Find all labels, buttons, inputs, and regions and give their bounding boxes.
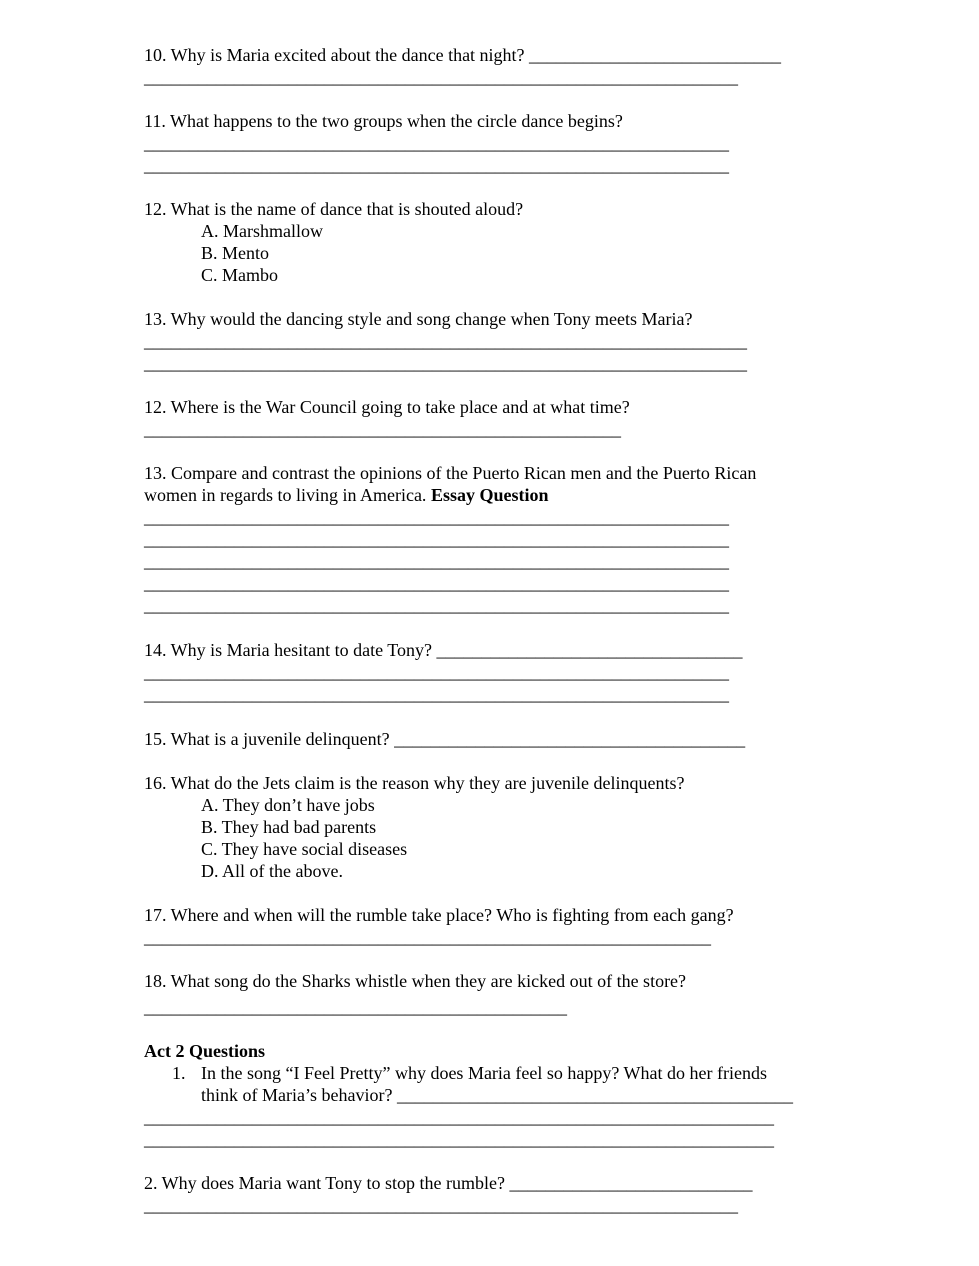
question-11: 11. What happens to the two groups when the circle dance begins? (144, 111, 623, 131)
act-2-heading: Act 2 Questions (144, 1041, 265, 1061)
act2-question-1-line2: think of Maria’s behavior? ____________________________________________ (201, 1085, 793, 1105)
list-number: 1. (172, 1063, 186, 1083)
question-14: 14. Why is Maria hesitant to date Tony? __________________________________ (144, 640, 743, 660)
answer-line: _________________________________________________________________ (144, 507, 729, 527)
answer-line: _______________________________________________________________ (144, 927, 711, 947)
question-text: women in regards to living in America. (144, 485, 431, 505)
answer-line: _________________________________________________________________ (144, 155, 729, 175)
answer-line: _________________________________________________________________ (144, 551, 729, 571)
option-c: C. They have social diseases (201, 839, 408, 859)
answer-line: __________________________________________________________________ (144, 1195, 738, 1215)
answer-line: _________________________________________________________________ (144, 573, 729, 593)
answer-line: _____________________________________________________ (144, 419, 621, 439)
answer-line: _________________________________________________________________ (144, 595, 729, 615)
question-16: 16. What do the Jets claim is the reason why they are juvenile delinquents? (144, 773, 685, 793)
question-18: 18. What song do the Sharks whistle when they are kicked out of the store? (144, 971, 687, 991)
answer-line: _________________________________________________________________ (144, 133, 729, 153)
question-13-compare: 13. Compare and contrast the opinions of the Puerto Rican men and the Puerto Rican (144, 463, 757, 483)
option-c: C. Mambo (201, 265, 279, 285)
answer-line: _________________________________________________________________ (144, 684, 729, 704)
answer-line: _______________________________________________ (144, 997, 567, 1017)
question-13-compare-line2 (144, 484, 548, 506)
answer-line: ___________________________________________________________________ (144, 353, 747, 373)
option-b: B. Mento (201, 243, 270, 263)
option-d: D. All of the above. (201, 861, 343, 881)
question-15: 15. What is a juvenile delinquent? _______________________________________ (144, 729, 746, 749)
question-12-war-council: 12. Where is the War Council going to take place and at what time? (144, 397, 630, 417)
question-10: 10. Why is Maria excited about the dance that night? ____________________________ (144, 45, 782, 65)
question-13: 13. Why would the dancing style and song change when Tony meets Maria? (144, 309, 693, 329)
act2-question-2: 2. Why does Maria want Tony to stop the rumble? ___________________________ (144, 1173, 753, 1193)
option-a: A. They don’t have jobs (201, 795, 375, 815)
essay-question-label: Essay Question (430, 485, 549, 505)
answer-line: _________________________________________________________________ (144, 662, 729, 682)
question-17: 17. Where and when will the rumble take place? Who is fighting from each gang? (144, 905, 734, 925)
act2-question-1: In the song “I Feel Pretty” why does Maria feel so happy? What do her friends (201, 1063, 767, 1083)
answer-line: ______________________________________________________________________ (144, 1107, 774, 1127)
answer-line: ___________________________________________________________________ (144, 331, 747, 351)
option-b: B. They had bad parents (201, 817, 377, 837)
question-12: 12. What is the name of dance that is shouted aloud? (144, 199, 524, 219)
answer-line: __________________________________________________________________ (144, 67, 738, 87)
option-a: A. Marshmallow (201, 221, 323, 241)
answer-line: _________________________________________________________________ (144, 529, 729, 549)
answer-line: ______________________________________________________________________ (144, 1129, 774, 1149)
